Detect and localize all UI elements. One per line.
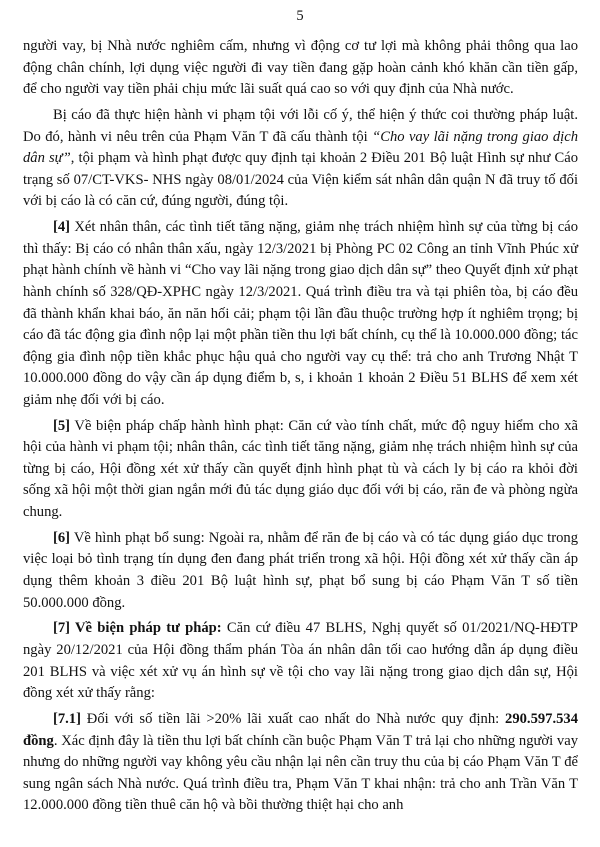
paragraph-number: [7.1] — [53, 710, 81, 727]
paragraph-5-sentence-execution — [23, 416, 578, 524]
paragraph-7-judicial-measures — [23, 618, 578, 704]
paragraph-number: [7] — [53, 620, 71, 637]
paragraph-heading: Về biện pháp tư pháp: — [70, 620, 222, 637]
document-body — [23, 36, 578, 818]
paragraph-text: Đối với số tiền lãi >20% lãi xuất cao nhất do Nhà nước quy định: — [80, 710, 506, 727]
paragraph-continuation: người vay, bị Nhà nước nghiêm cấm, nhưng vì động cơ tư lợi mà không phải thông qua lao động chân chính, lợi dụng việc người đi vay tiền đang gặp hoàn cảnh khó khăn cần tiền gấp, để cho người vay tiền phải chịu mức lãi suất quá cao so với quy định của Nhà nước. — [23, 38, 578, 98]
paragraph-number: [6] — [53, 529, 71, 546]
paragraph-number: [5] — [53, 417, 71, 434]
paragraph-text: Xét nhân thân, các tình tiết tăng nặng, giảm nhẹ trách nhiệm hình sự của từng bị cáo thì thấy: Bị cáo có nhân thân xấu, ngày 12/3/2021 bị Phòng PC 02 Công an tỉnh Vĩnh Phúc xử phạt hành chính về hành vi “Cho vay lãi nặng trong giao dịch dân sự” theo Quyết định xử phạt hành chính số 328/QĐ-XPHC ngày 12/3/2021. Quá trình điều tra và tại phiên tòa, bị cáo đều đã thành khẩn khai báo, ăn năn hối cải; phạm tội lần đầu thuộc trường hợp ít nghiêm trọng; bị cáo đã tác động gia đình nộp lại một phần tiền thu lợi bất chính, cụ thể là 10.000.000 đồng; tác động gia đình nộp tiền khắc phục hậu quả cho người vay cụ thể: trả cho anh Trương Nhật T 10.000.000 đồng do vậy cần áp dụng điểm b, s, i khoản 1 khoản 2 Điều 51 BLHS để xem xét giảm nhẹ đối với bị cáo. — [23, 219, 578, 408]
paragraph-number: [4] — [53, 219, 71, 236]
page-number: 5 — [296, 8, 304, 24]
paragraph-text: Về hình phạt bổ sung: Ngoài ra, nhằm để răn đe bị cáo và có tác dụng giáo dục trong việc loại bỏ tình trạng tín dụng đen đang phát triển trong xã hội. Hội đồng xét xử thấy cần áp dụng thêm khoản 3 điều 201 Bộ luật hình sự, phạt bổ sung bị cáo Phạm Văn T số tiền 50.000.000 đồng. — [23, 529, 578, 611]
paragraph-6-additional-penalty — [23, 528, 578, 614]
paragraph-text: Căn cứ điều 47 BLHS, Nghị quyết số 01/2021/NQ-HĐTP ngày 20/12/2021 của Hội đồng thẩm phán Tòa án nhân dân tối cao hướng dẫn áp dụng điều 201 BLHS và việc xét xử vụ án hình sự về tội cho vay lãi nặng trong giao dịch dân sự, Hội đồng xét xử thấy rằng: — [23, 620, 579, 702]
paragraph-text: . Xác định đây là tiền thu lợi bất chính cần buộc Phạm Văn T trả lại cho những người vay nhưng do những người vay không yêu cầu nhận lại nên cần truy thu của bị cáo Phạm Văn T để sung ngân sách Nhà nước. Quá trình điều tra, Phạm Văn T khai nhận: trả cho anh Trần Văn T 12.000.000 đồng tiền thuê căn hộ và bồi thường thiệt hại cho anh — [23, 732, 578, 814]
paragraph-text: Bị cáo đã thực hiện hành vi phạm tội với lỗi cố ý, thể hiện ý thức coi thường pháp luật. Do đó, hành vi nêu trên của Phạm Văn T đã cấu thành tội — [23, 106, 578, 145]
paragraph-text: Về biện pháp chấp hành hình phạt: Căn cứ vào tính chất, mức độ nguy hiểm cho xã hội của hành vi phạm tội; nhân thân, các tình tiết tăng nặng, giảm nhẹ trách nhiệm hình sự của từng bị cáo, Hội đồng xét xử thấy cần quyết định hình phạt tù và cách ly bị cáo ra khỏi đời sống xã hội một thời gian ngắn mới đủ tác dụng giáo dục đối với bị cáo, răn đe và phòng ngừa chung. — [23, 417, 578, 521]
profit-amount: 290.597.534 đồng — [23, 710, 578, 749]
paragraph-text: , tội phạm và hình phạt được quy định tại khoản 2 Điều 201 Bộ luật Hình sự như Cáo trạng số 07/CT-VKS- NHS ngày 08/01/2024 của Viện kiểm sát nhân dân quận N đã truy tố đối với bị cáo là có căn cứ, đúng người, đúng tội. — [23, 150, 579, 210]
paragraph-7-1-illicit-profit — [23, 709, 578, 817]
paragraph-guilt — [23, 105, 578, 213]
crime-name: “Cho vay lãi nặng trong giao dịch dân sự” — [23, 128, 578, 167]
paragraph-4-mitigating-factors — [23, 217, 578, 411]
